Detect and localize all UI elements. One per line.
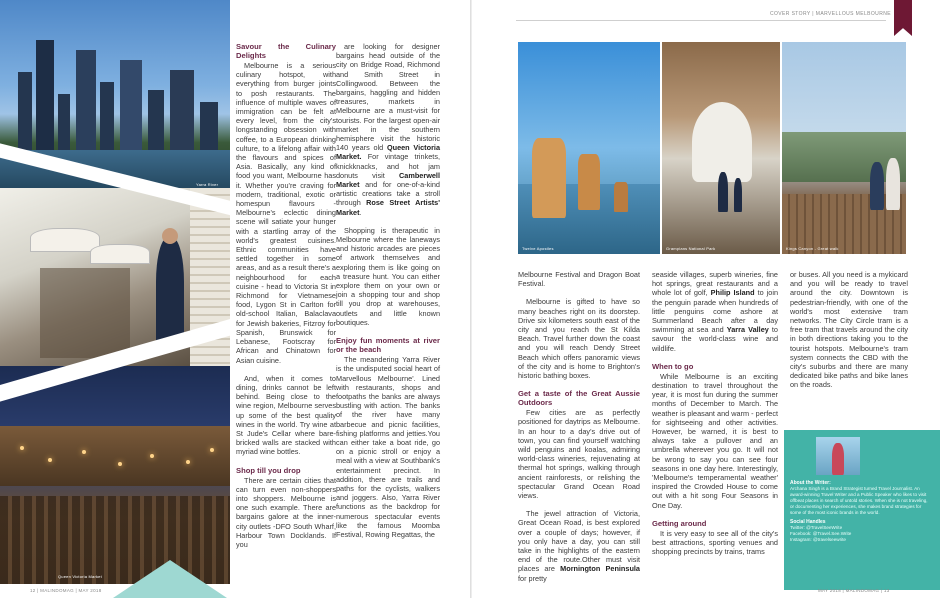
market-photo	[0, 366, 230, 584]
text-run: The jewel attraction of Victoria, Great Ocean Road, is best explored over a couple of days; however, if you only have a day, you can still take in the highlights of the eastern end of the route.Other must visit places are	[518, 509, 640, 574]
section-heading: Savour the Culinary Delights	[236, 42, 336, 60]
paragraph: Melbourne is gifted to have so many beaches right on its doorstep. Drive six kilometers south east of the city and you reach the St Kilda Beach. Travel further down the coast and you will reach Dendy Street Beach which offers panoramic views of the city and is home to Brighton's historic bathing boxes.	[518, 297, 640, 381]
photo-caption: Kings Canyon - Great walk	[786, 246, 839, 251]
bold-term: Queen Victoria Market.	[336, 143, 440, 162]
light	[118, 462, 122, 466]
text-run: .	[359, 207, 362, 217]
umbrella	[90, 244, 150, 264]
article-column-2	[336, 42, 440, 548]
text-run: to savour the world-class wine and wildlife.	[652, 325, 778, 353]
section-heading: Shop till you drop	[236, 465, 301, 475]
person	[886, 158, 900, 210]
text-run: seaside villages, superb wineries, fine hot springs, great restaurants and a whole lot of golf,	[652, 270, 778, 298]
header-rule	[516, 20, 886, 21]
section-header: COVER STORY | MARVELLOUS MELBOURNE	[770, 11, 891, 17]
paragraph: The meandering Yarra River is the undisputed social heart of Marvellous Melbourne'. Lined with restaurants, shops and footpaths the banks are always bustling with action. The banks of the river have many barbecue and picnic facilities, fishing platforms and jetties.You can either take a boat ride, go on a picnic stroll or enjoy a meal with a view at Southbank's entertainment precinct. In addition, there are trails and paths for the cyclists, walkers and joggers. Also, Yarra River functions as the backdrop for numerous spectacular events like the famous Moomba Festival, Rowing Regattas, the	[336, 355, 440, 539]
apostles-photo	[518, 42, 660, 254]
social-facebook[interactable]: Facebook: @Travel.See.Write	[790, 531, 852, 536]
author-photo	[816, 437, 860, 475]
section-heading: When to go	[652, 361, 694, 371]
bold-term: Philip Island	[710, 288, 755, 298]
paragraph: Melbourne is a serious culinary hotspot, with everything from burger joints to posh restaurants. The influence of multiple waves of immigration can be felt at every level, from the city's longstanding obsession with coffee, to a European drinking culture, to a lifelong affair with the flavours and spices of Asia. Basically, any kind of food you want, Melbourne has it. Whether you're craving for modern, traditional, exotic or homespun flavours - Melbourne's eclectic dining scene will satiate your hunger with a startling array of the world's greatest cuisines. Ethnic communities have settled together in some areas, and as a result there's a neighbourhood for each cuisine - head to Victoria St in Richmond for Vietnamese food, Lygon St in Carlton for old-school Italian, Balaclava for Jewish bakeries, Fitzroy for Spanish, Brunswick for Lebanese, Footscray for African and Chinatown for Asian cuisine.	[236, 61, 336, 365]
text-run: For vintage trinkets, knickknacks, and hot jam donuts visit	[336, 152, 440, 180]
person	[870, 162, 884, 210]
teal-accent	[110, 560, 230, 598]
paragraph: Melbourne Festival and Dragon Boat Festival.	[518, 270, 640, 289]
text-run: and for one-of-a-kind artistic creations take a stroll through	[336, 180, 440, 208]
light	[210, 448, 214, 452]
photo-caption: Grampians National Park	[666, 246, 716, 251]
paragraph: or buses. All you need is a mykicard and you will be ready to travel around the city. Downtown is pedestrian-friendly, with one of the world's most extensive tram networks. The City Circle tram is a free tram that travels around the city in both directions taking you to the tourist hotspots. Melbourne's tram system connects the CBD with the city's suburbs and there are many dedicated bike paths and bike lanes on the roads.	[790, 270, 908, 390]
rock-arch	[692, 102, 752, 182]
text-run: for pretty	[518, 573, 547, 583]
paragraph: And, when it comes to dining, drinks cannot be left behind. Being close to the wine region, Melbourne serves up some of the best quality wines in the world. Try wine at St Jude's Cellar where bare-bricked walls are stacked with myriad wine bottles.	[236, 373, 336, 457]
rock-stack	[614, 182, 628, 212]
photo-caption: Queen Victoria Market	[58, 574, 102, 579]
light	[150, 454, 154, 458]
author-figure	[832, 443, 844, 475]
grampians-photo	[662, 42, 780, 254]
light	[82, 450, 86, 454]
social-title: Social Handles	[790, 519, 826, 525]
photo-caption: Yarra River	[196, 182, 219, 187]
social-instagram[interactable]: Instagram: @travelseewrite	[790, 537, 846, 542]
umbrella	[30, 228, 100, 252]
author-title: About the Writer:	[790, 480, 831, 486]
article-column-1	[236, 42, 336, 558]
paragraph: While Melbourne is an exciting destination to travel throughout the year, it is most fun during the summer months of December to March. The weather is pleasant and warm - perfect for sightseeing and other activities. However, be warned, it is best to always take a pullover and an umbrella wherever you go. It will not be wrong to say you can see four seasons in one day here. Interestingly, 'Melbourne's temperamental weather' inspired the Crowded House to come out with a hit song Four Seasons in One Day.	[652, 371, 778, 510]
lookout-photo	[782, 42, 906, 254]
cafe-tables	[40, 268, 130, 358]
bold-term: Camberwell Market	[336, 170, 440, 190]
paragraph	[652, 270, 778, 353]
paragraph: There are certain cities that can turn even non-shoppers into shoppers. Melbourne is one such example. There are bargains galore at the inner-city outlets -DFO South Wharf, Harbour Town Docklands. If you	[236, 475, 336, 549]
text-run: to join the penguin parade when hundreds of little penguins come ashore at Summerland Beach after a day swimming at sea and	[652, 288, 779, 335]
light	[48, 458, 52, 462]
bold-term: Rose Street Artists' Market	[336, 198, 440, 217]
paragraph	[336, 42, 440, 217]
rock-stack	[532, 138, 566, 218]
person-head	[162, 228, 178, 244]
text-run: are looking for designer bargains head outside of the city on Bridge Road, Richmond and Smith Street in Collingwood. Between the bargains, haggling and hidden treasures, markets in Melbourne are a must-visit for tourists. For the largest open-air market in the southern hemisphere visit the historic 140 years old	[336, 42, 440, 153]
article-column-5	[790, 270, 908, 399]
rock-stack	[578, 154, 600, 210]
author-bio	[790, 478, 932, 543]
section-heading: Getting around	[652, 518, 707, 528]
article-column-4	[652, 270, 778, 565]
paragraph: Shopping is therapeutic in Melbourne where the laneways and historic arcades are pieces of artwork themselves and exploring them is like going on a treasure hunt. You can either explore them on your own or join a shopping tour and shop till you drop at warehouses, outlets and little known boutiques.	[336, 225, 440, 327]
section-heading: Get a taste of the Great Aussie Outdoors	[518, 389, 640, 408]
author-description: Archana Singh is a Brand Strategist turned Travel Journalist. An award-winning Travel Writer and a Public Speaker who likes to visit offbeat places in search of untold stories. When she is not traveling, or documenting her experiences, she makes brand strategies for some of the most iconic brands in the world.	[790, 486, 928, 515]
market-roof	[0, 426, 230, 486]
page-folio: 12 | MALINDOMAG | MAY 2018	[30, 588, 102, 593]
person	[734, 178, 742, 212]
section-heading: Enjoy fun moments at river or the beach	[336, 336, 440, 355]
paragraph: It is very easy to see all of the city's best attractions, sporting venues and shopping precincts by trains, trams	[652, 528, 778, 557]
social-twitter[interactable]: Twitter: @TravelSeeWrite	[790, 525, 843, 530]
article-column-3	[518, 270, 640, 592]
paragraph	[518, 509, 640, 583]
bold-term: Mornington Peninsula	[560, 564, 640, 574]
light	[20, 446, 24, 450]
person	[718, 172, 728, 212]
bold-term: Yarra Valley	[726, 325, 769, 335]
page-folio: MAY 2018 | MALINDOMAG | 13	[818, 588, 890, 593]
light	[186, 460, 190, 464]
paragraph: Few cities are as perfectly positioned for daytrips as Melbourne. In an hour to a day's drive out of town, you can find yourself watching wild penguins and koalas, admiring world-class wineries, rejuvenating at thermal hot springs, walking through ancient rainforests, or relishing the spectacular Grand Ocean Road views.	[518, 408, 640, 501]
person	[156, 238, 184, 348]
photo-caption: Twelve Apostles	[522, 246, 554, 251]
